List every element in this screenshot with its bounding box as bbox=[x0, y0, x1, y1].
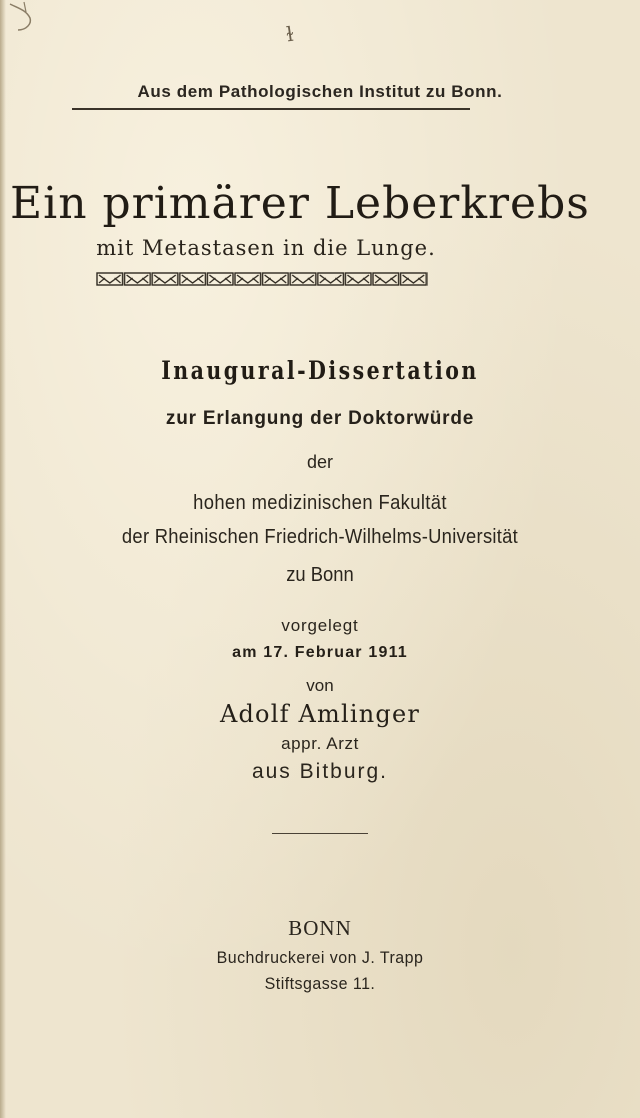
imprint-address: Stiftsgasse 11. bbox=[264, 974, 376, 993]
thesis-subtitle: mit Metastasen in die Lunge. bbox=[96, 236, 436, 260]
author-origin: aus Bitburg. bbox=[251, 760, 389, 783]
separator-rule bbox=[272, 833, 368, 834]
thesis-title: Ein primärer Leberkrebs bbox=[10, 178, 590, 229]
university-line: der Rheinischen Friedrich-Wilhelms-Universität bbox=[121, 526, 519, 548]
city-line: zu Bonn bbox=[286, 564, 354, 586]
author-title: appr. Arzt bbox=[281, 734, 359, 753]
faculty-line: hohen medizinischen Fakultät bbox=[193, 492, 447, 514]
submitted-date: am 17. Februar 1911 bbox=[232, 644, 408, 661]
page-edge-shadow bbox=[0, 0, 6, 1118]
institute-header: Aus dem Pathologischen Institut zu Bonn. bbox=[137, 82, 503, 101]
purpose-line: zur Erlangung der Doktorwürde bbox=[165, 408, 475, 429]
imprint-city: BONN bbox=[288, 916, 352, 940]
submitted-label: vorgelegt bbox=[281, 616, 359, 635]
article-line: der bbox=[306, 452, 333, 472]
author-name: Adolf Amlinger bbox=[219, 700, 421, 728]
by-label: von bbox=[306, 676, 334, 695]
header-rule bbox=[72, 108, 470, 110]
handwritten-mark: ɫ bbox=[284, 21, 296, 47]
imprint-printer: Buchdruckerei von J. Trapp bbox=[216, 948, 424, 967]
corner-pencil-mark bbox=[4, 0, 40, 36]
dissertation-heading: Inaugural-Dissertation bbox=[161, 356, 479, 385]
ornamental-border bbox=[96, 272, 428, 286]
